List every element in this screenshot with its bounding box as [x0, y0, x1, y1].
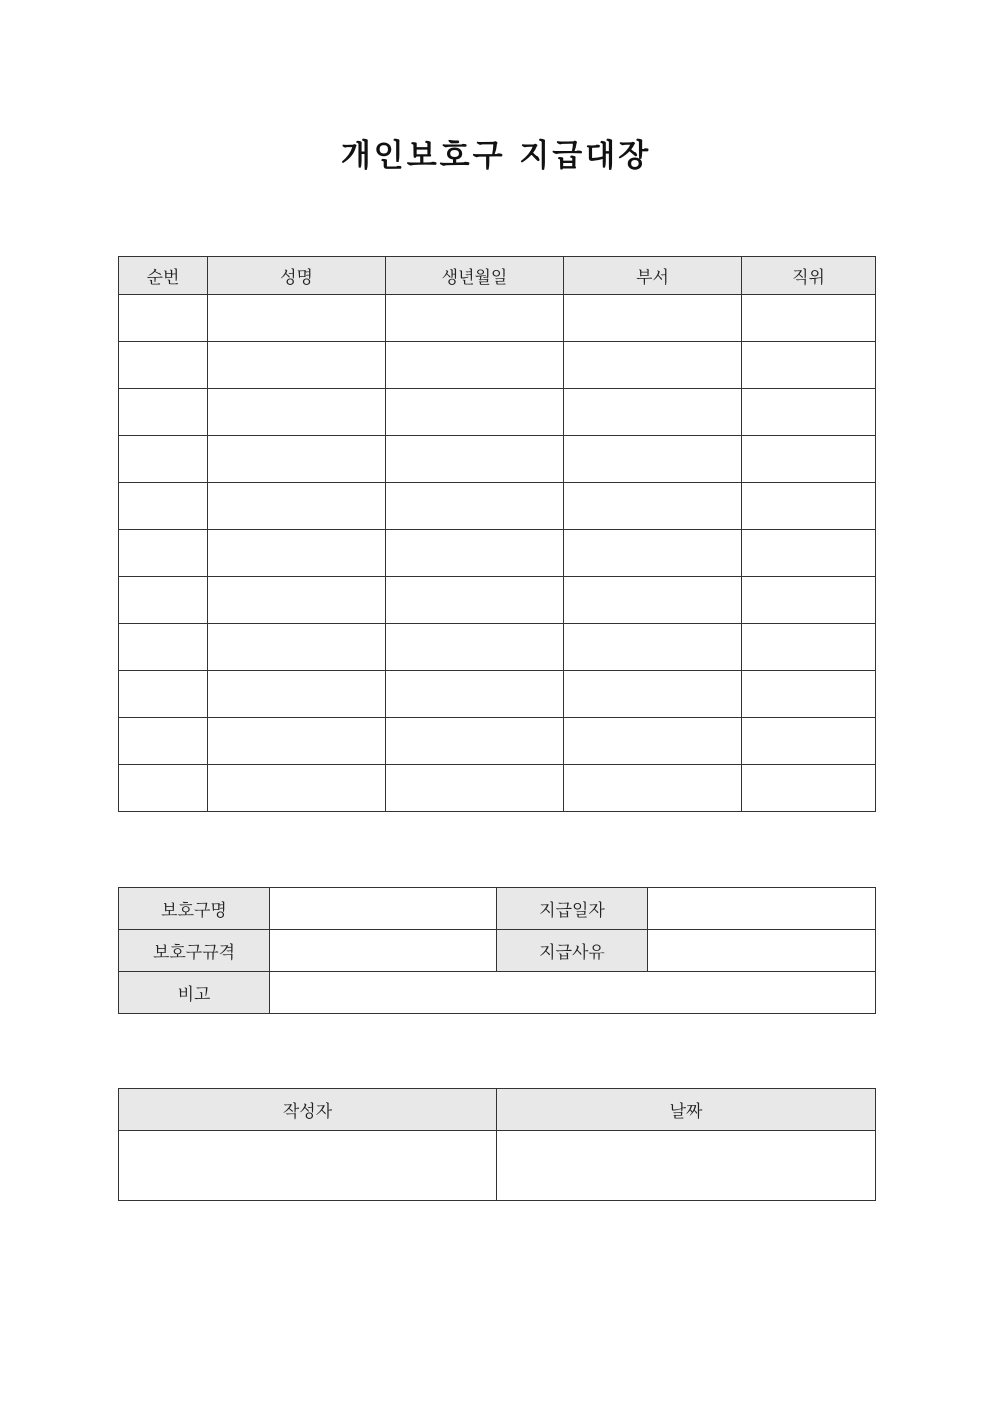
cell-position[interactable] [742, 718, 876, 765]
table-row [119, 436, 876, 483]
cell-number[interactable] [119, 389, 208, 436]
author-field[interactable] [119, 1131, 497, 1201]
cell-number[interactable] [119, 342, 208, 389]
cell-department[interactable] [564, 718, 742, 765]
table-row [119, 389, 876, 436]
cell-birthdate[interactable] [386, 389, 564, 436]
cell-position[interactable] [742, 436, 876, 483]
protector-spec-label: 보호구규격 [119, 930, 270, 972]
cell-position[interactable] [742, 342, 876, 389]
cell-number[interactable] [119, 530, 208, 577]
cell-birthdate[interactable] [386, 530, 564, 577]
protector-spec-field[interactable] [270, 930, 497, 972]
cell-number[interactable] [119, 577, 208, 624]
cell-name[interactable] [208, 389, 386, 436]
info-row [119, 972, 876, 1014]
table-row [119, 624, 876, 671]
cell-name[interactable] [208, 624, 386, 671]
col-header-name: 성명 [208, 257, 386, 295]
col-header-number: 순번 [119, 257, 208, 295]
cell-position[interactable] [742, 671, 876, 718]
cell-department[interactable] [564, 765, 742, 812]
col-header-birthdate: 생년월일 [386, 257, 564, 295]
col-header-department: 부서 [564, 257, 742, 295]
cell-name[interactable] [208, 342, 386, 389]
issue-reason-field[interactable] [648, 930, 876, 972]
cell-department[interactable] [564, 342, 742, 389]
cell-number[interactable] [119, 295, 208, 342]
table-row [119, 342, 876, 389]
cell-birthdate[interactable] [386, 483, 564, 530]
sign-row [119, 1131, 876, 1201]
cell-position[interactable] [742, 389, 876, 436]
cell-position[interactable] [742, 295, 876, 342]
cell-number[interactable] [119, 671, 208, 718]
cell-name[interactable] [208, 718, 386, 765]
remarks-label: 비고 [119, 972, 270, 1014]
cell-birthdate[interactable] [386, 342, 564, 389]
cell-birthdate[interactable] [386, 436, 564, 483]
cell-department[interactable] [564, 483, 742, 530]
cell-department[interactable] [564, 624, 742, 671]
cell-number[interactable] [119, 765, 208, 812]
cell-birthdate[interactable] [386, 577, 564, 624]
date-field[interactable] [497, 1131, 876, 1201]
table-row [119, 765, 876, 812]
cell-department[interactable] [564, 530, 742, 577]
cell-number[interactable] [119, 483, 208, 530]
issue-reason-label: 지급사유 [497, 930, 648, 972]
date-label: 날짜 [497, 1089, 876, 1131]
info-row [119, 888, 876, 930]
table-row [119, 718, 876, 765]
table-row [119, 671, 876, 718]
table-row [119, 483, 876, 530]
cell-position[interactable] [742, 577, 876, 624]
issue-roster-table [118, 256, 876, 812]
cell-department[interactable] [564, 436, 742, 483]
cell-birthdate[interactable] [386, 671, 564, 718]
cell-position[interactable] [742, 624, 876, 671]
cell-name[interactable] [208, 295, 386, 342]
cell-name[interactable] [208, 671, 386, 718]
cell-department[interactable] [564, 389, 742, 436]
issue-date-field[interactable] [648, 888, 876, 930]
cell-department[interactable] [564, 671, 742, 718]
protector-name-field[interactable] [270, 888, 497, 930]
cell-birthdate[interactable] [386, 295, 564, 342]
cell-position[interactable] [742, 765, 876, 812]
cell-number[interactable] [119, 436, 208, 483]
cell-birthdate[interactable] [386, 718, 564, 765]
col-header-position: 직위 [742, 257, 876, 295]
cell-name[interactable] [208, 577, 386, 624]
cell-department[interactable] [564, 577, 742, 624]
remarks-field[interactable] [270, 972, 876, 1014]
cell-position[interactable] [742, 530, 876, 577]
issue-date-label: 지급일자 [497, 888, 648, 930]
table-row [119, 295, 876, 342]
author-label: 작성자 [119, 1089, 497, 1131]
cell-department[interactable] [564, 295, 742, 342]
cell-birthdate[interactable] [386, 765, 564, 812]
cell-name[interactable] [208, 530, 386, 577]
cell-name[interactable] [208, 483, 386, 530]
signature-table [118, 1088, 876, 1201]
cell-name[interactable] [208, 765, 386, 812]
sign-header-row [119, 1089, 876, 1131]
page-title: 개인보호구 지급대장 [340, 138, 652, 174]
cell-position[interactable] [742, 483, 876, 530]
roster-header-row [119, 257, 876, 295]
protector-name-label: 보호구명 [119, 888, 270, 930]
cell-birthdate[interactable] [386, 624, 564, 671]
info-row [119, 930, 876, 972]
cell-name[interactable] [208, 436, 386, 483]
cell-number[interactable] [119, 624, 208, 671]
roster-body [119, 295, 876, 812]
table-row [119, 530, 876, 577]
protector-info-table [118, 887, 876, 1014]
cell-number[interactable] [119, 718, 208, 765]
table-row [119, 577, 876, 624]
